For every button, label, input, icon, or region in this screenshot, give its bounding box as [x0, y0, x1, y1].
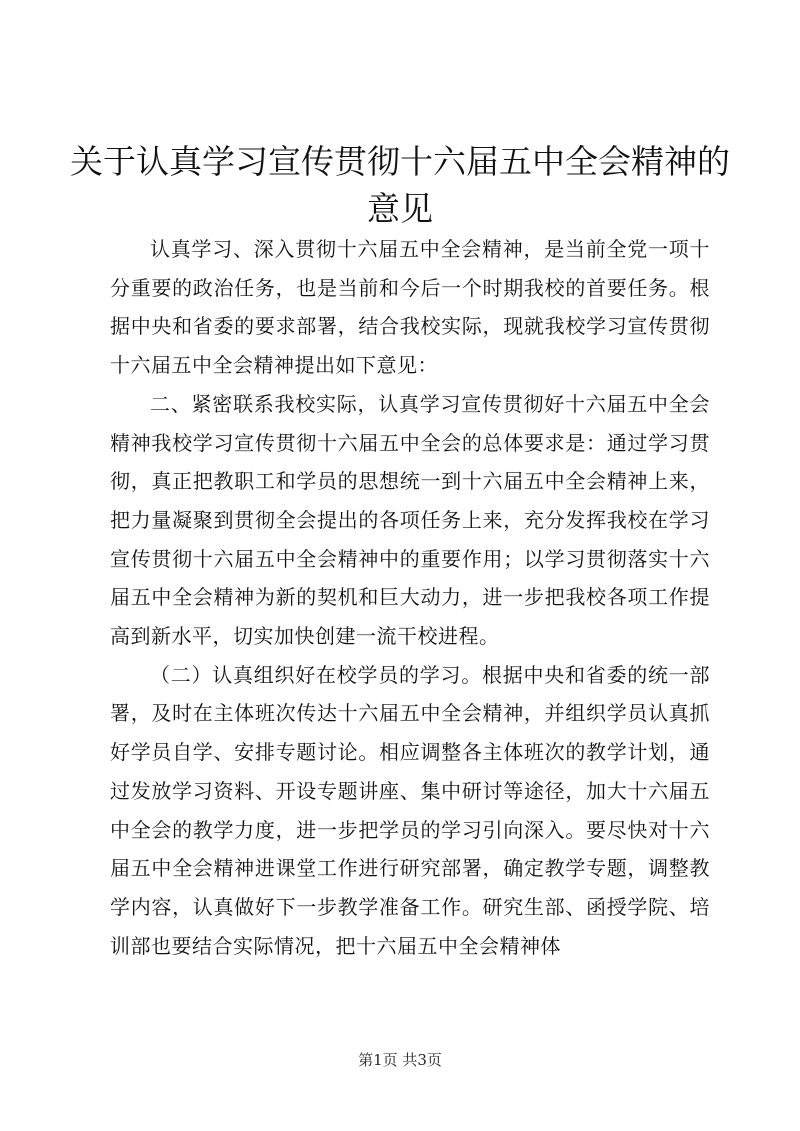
- page-number-footer: 第1页 共3页: [358, 1051, 442, 1069]
- paragraph-intro: 认真学习、深入贯彻十六届五中全会精神，是当前全党一项十分重要的政治任务，也是当前和今后一个时期我校的首要任务。根据中央和省委的要求部署，结合我校实际，现就我校学习宣传贯彻十六届五中全会精神提出如下意见：: [110, 237, 710, 378]
- document-title: 关于认真学习宣传贯彻十六届五中全会精神的意见: [70, 142, 730, 228]
- paragraph-subsection-two: （二）认真组织好在校学员的学习。根据中央和省委的统一部署，及时在主体班次传达十六届五中全会精神，并组织学员认真抓好学员自学、安排专题讨论。相应调整各主体班次的教学计划，通过发放学习资料、开设专题讲座、集中研讨等途径，加大十六届五中全会的教学力度，进一步把学员的学习引向深入。要尽快对十六届五中全会精神进课堂工作进行研究部署，确定教学专题，调整教学内容，认真做好下一步教学准备工作。研究生部、函授学院、培训部也要结合实际情况，把十六届五中全会精神体: [110, 662, 710, 958]
- document-body: [110, 230, 710, 965]
- paragraph-section-two: 二、紧密联系我校实际，认真学习宣传贯彻好十六届五中全会精神我校学习宣传贯彻十六届五中全会的总体要求是：通过学习贯彻，真正把教职工和学员的思想统一到十六届五中全会精神上来，把力量凝聚到贯彻全会提出的各项任务上来，充分发挥我校在学习宣传贯彻十六届五中全会精神中的重要作用；以学习贯彻落实十六届五中全会精神为新的契机和巨大动力，进一步把我校各项工作提高到新水平，切实加快创建一流干校进程。: [110, 391, 710, 649]
